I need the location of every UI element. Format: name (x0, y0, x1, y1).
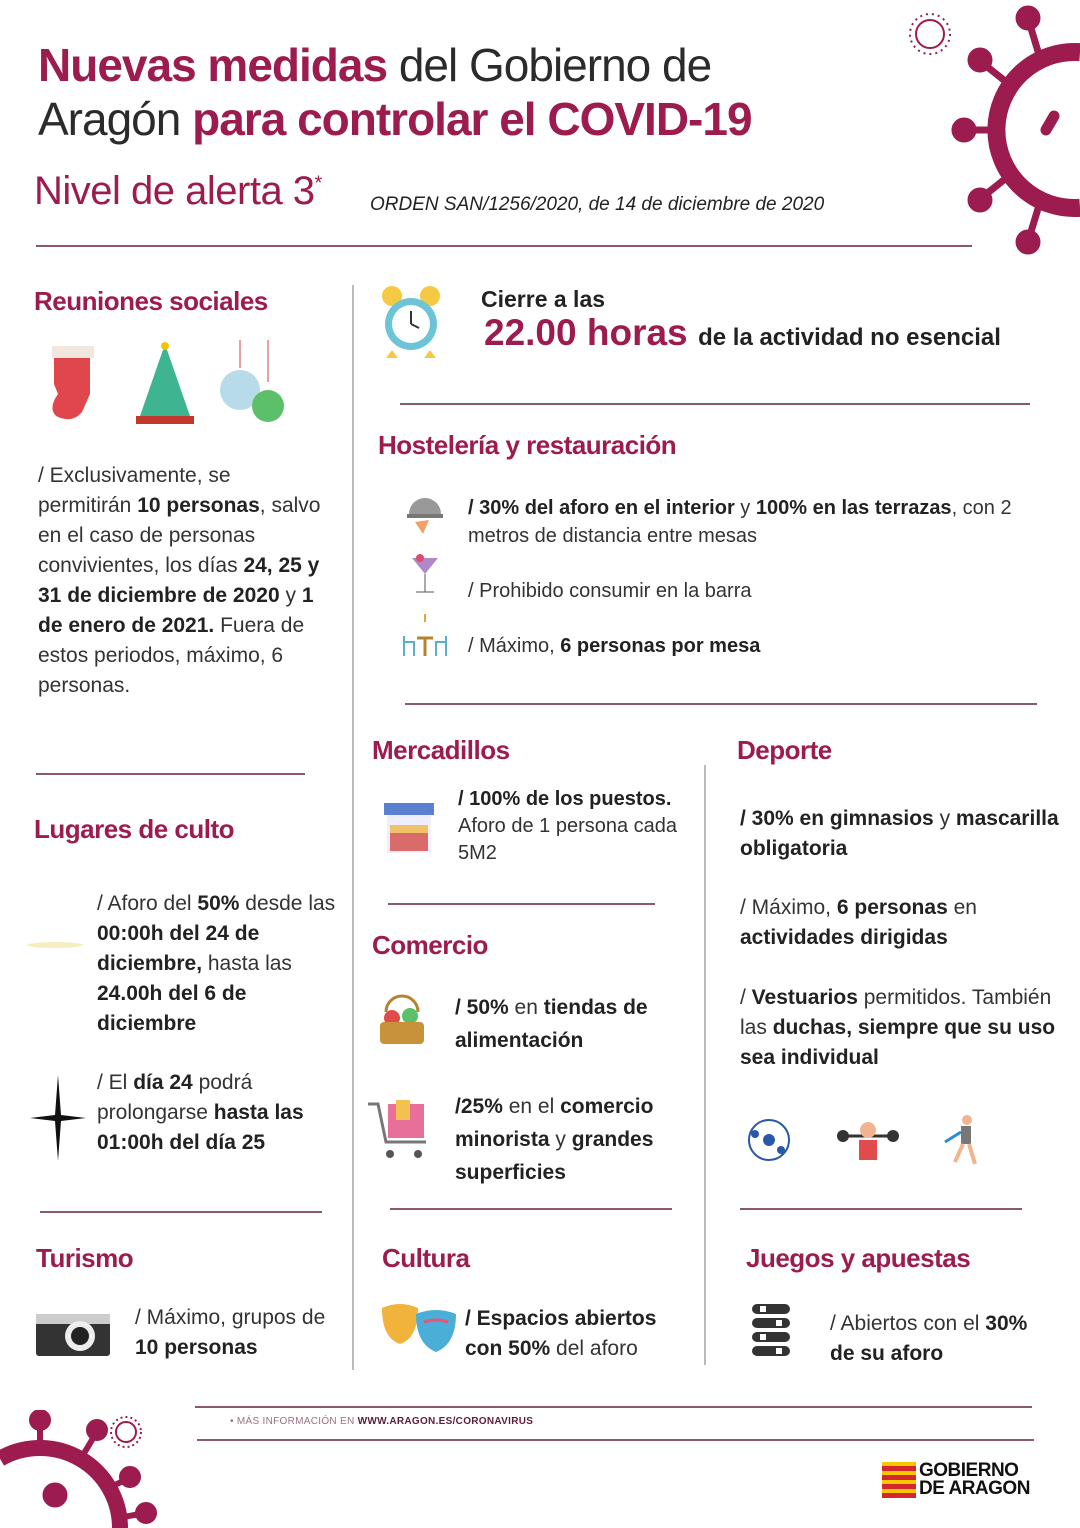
bold-text: Vestuarios (751, 986, 858, 1009)
grocery-basket-icon (376, 992, 428, 1046)
bold-text: / 100% de los puestos. (458, 788, 672, 810)
divider (40, 1211, 322, 1213)
section-title-hosteleria: Hostelería y restauración (378, 430, 677, 460)
stocking-icon (52, 346, 94, 419)
cocktail-icon (410, 550, 440, 596)
bold-text: 10 personas (137, 494, 260, 517)
deporte-item-2 (740, 893, 1060, 953)
bold-text: / 50% (455, 996, 509, 1019)
bold-text: actividades dirigidas (740, 926, 948, 949)
bold-text: 00:00h del 24 de diciembre, (97, 922, 260, 975)
text: en (508, 996, 544, 1019)
text: Aragón (38, 93, 193, 145)
bold-text: mascarilla obligatoria (740, 807, 1059, 860)
more-info (230, 1416, 533, 1428)
comercio-item-2 (455, 1090, 700, 1189)
text: / El (97, 1071, 134, 1094)
text: en el (502, 1095, 561, 1118)
logo-line-2: DE ARAGON (919, 1478, 1030, 1499)
virus-decoration-bottom-icon (0, 1410, 160, 1528)
section-title-deporte: Deporte (737, 735, 832, 765)
text: del aforo (550, 1337, 638, 1360)
column-divider (352, 285, 354, 1370)
divider (405, 703, 1037, 705)
text: y (279, 584, 302, 607)
bold-text: 10 personas (135, 1336, 258, 1359)
cierre-rest: de la actividad no esencial (698, 324, 1001, 351)
christmas-icons (40, 340, 290, 430)
turismo-text (135, 1303, 345, 1363)
text: , con 2 metros de distancia entre mesas (468, 497, 1012, 547)
camera-icon (36, 1310, 110, 1356)
divider (400, 403, 1030, 405)
text: Aforo de 1 persona cada 5M2 (458, 815, 678, 864)
bold-text: Nuevas medidas (38, 39, 388, 91)
text: , salvo en el caso de personas convivientes, los días (38, 494, 321, 577)
text: / Aforo del (97, 892, 198, 915)
order-reference: ORDEN SAN/1256/2020, de 14 de diciembre de 2020 (370, 194, 825, 215)
text: podrá prolongarse (97, 1071, 253, 1124)
more-info-label: • MÁS INFORMACIÓN EN (230, 1416, 358, 1427)
bold-text: tiendas de alimentación (455, 996, 648, 1052)
cierre-hour: 22.00 horas (484, 312, 688, 353)
logo-line-1: GOBIERNO (919, 1460, 1019, 1481)
bold-text: duchas, siempre que su uso sea individual (740, 1016, 1056, 1069)
cloche-icon (405, 492, 445, 536)
bold-text: hasta las 01:00h del día 25 (97, 1101, 304, 1154)
divider (388, 903, 655, 905)
sparkle-icon (25, 935, 85, 955)
text: / Máximo, (468, 635, 561, 657)
section-title-juegos: Juegos y apuestas (746, 1243, 971, 1273)
cierre-label: Cierre a las (481, 286, 606, 312)
alert-level-text: Nivel de alerta 3 (34, 169, 315, 213)
divider (390, 1208, 672, 1210)
divider (36, 773, 305, 775)
title-line-1 (38, 38, 711, 92)
hosteleria-item-2 (468, 576, 751, 606)
cultura-text (465, 1304, 695, 1364)
text: / Exclusivamente, se permitirán (38, 464, 231, 517)
divider (36, 245, 972, 247)
bold-text: / 30% del aforo en el interior (468, 497, 735, 519)
bold-text: 1 de enero de 2021. (38, 584, 314, 637)
sport-icons (745, 1112, 985, 1170)
bold-text: 100% en las terrazas (755, 497, 952, 519)
section-title-comercio: Comercio (372, 930, 488, 960)
bold-text: comercio minorista (455, 1095, 654, 1151)
column-divider (704, 765, 706, 1365)
juegos-text (830, 1309, 1050, 1369)
text: / Prohibido consumir en la barra (468, 580, 752, 602)
bold-text: 24, 25 y 31 de diciembre de 2020 (38, 554, 320, 607)
deporte-item-1 (740, 804, 1060, 864)
deporte-item-3 (740, 983, 1060, 1073)
weightlifter-icon (837, 1122, 899, 1160)
theater-masks-icon (380, 1302, 458, 1354)
bold-text: / 30% en gimnasios (740, 807, 934, 830)
ornaments-icon (220, 340, 284, 422)
shopping-cart-icon (366, 1098, 432, 1164)
hosteleria-item-3 (468, 631, 760, 661)
table-chairs-icon (400, 612, 450, 658)
bold-text: 6 personas por mesa (560, 635, 761, 657)
text: desde las (239, 892, 336, 915)
bold-text: día 24 (133, 1071, 193, 1094)
section-title-mercadillos: Mercadillos (372, 735, 510, 765)
text: hasta las (202, 952, 292, 975)
section-title-cultura: Cultura (382, 1243, 470, 1273)
text: / Abiertos con el (830, 1312, 986, 1335)
virus-decoration-icon (900, 0, 1080, 260)
text: / Máximo, (740, 896, 837, 919)
culto-text-2 (97, 1068, 347, 1158)
bold-text: 6 personas (836, 896, 948, 919)
divider (740, 1208, 1022, 1210)
cierre-hour-line (484, 312, 1001, 354)
section-title-turismo: Turismo (36, 1243, 134, 1273)
christmas-tree-icon (136, 342, 194, 424)
reuniones-text (38, 461, 328, 701)
title-line-2 (38, 92, 752, 146)
alert-level (34, 168, 322, 214)
text: en (947, 896, 977, 919)
alert-asterisk: * (314, 172, 322, 195)
bold-text: grandes superficies (455, 1128, 654, 1184)
comercio-item-1 (455, 991, 695, 1057)
text: / Máximo, grupos de (135, 1306, 326, 1329)
text: y (933, 807, 956, 830)
text: y (734, 497, 756, 519)
runner-icon (945, 1115, 975, 1164)
star-icon (30, 1075, 86, 1161)
section-title-culto: Lugares de culto (34, 814, 235, 844)
market-stall-icon (384, 803, 434, 855)
soccer-ball-icon (749, 1120, 789, 1160)
more-info-link[interactable]: WWW.ARAGON.ES/CORONAVIRUS (357, 1416, 534, 1427)
bold-text: /25% (455, 1095, 503, 1118)
text: del Gobierno de (387, 39, 712, 91)
bold-text: / Espacios abiertos con 50% (465, 1307, 657, 1360)
bold-text: 30% de su aforo (830, 1312, 1028, 1365)
bold-text: 50% (197, 892, 240, 915)
text: permitidos. También las (740, 986, 1052, 1039)
casino-chips-icon (750, 1302, 792, 1358)
culto-text-1 (97, 889, 347, 1039)
text: / (740, 986, 752, 1009)
aragon-flag-icon (882, 1462, 916, 1498)
bold-text: para controlar el COVID-19 (192, 93, 752, 145)
divider (197, 1439, 1034, 1441)
mercadillos-text (458, 786, 688, 867)
divider (195, 1406, 1032, 1408)
text: Fuera de estos periodos, máximo, 6 personas. (38, 614, 305, 697)
section-title-reuniones: Reuniones sociales (34, 286, 268, 316)
gobierno-aragon-logo (882, 1462, 1030, 1498)
hosteleria-item-1 (468, 494, 1038, 550)
bold-text: 24.00h del 6 de diciembre (97, 982, 247, 1035)
text: y (549, 1128, 572, 1151)
alarm-clock-icon (380, 284, 442, 358)
